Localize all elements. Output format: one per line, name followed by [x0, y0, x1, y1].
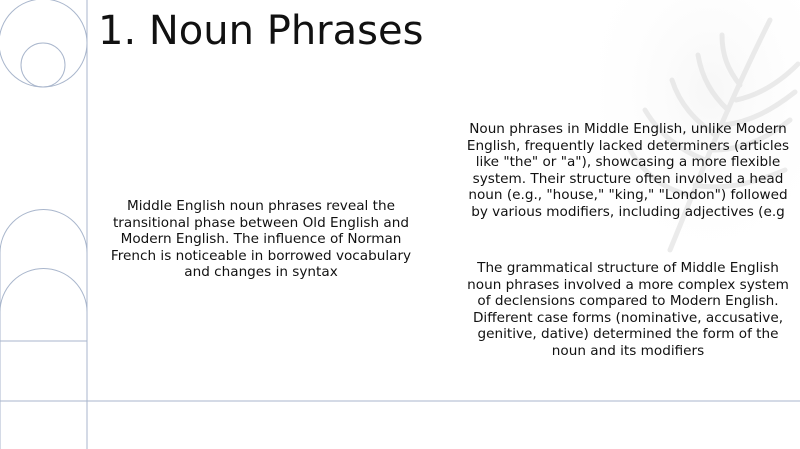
left-paragraph: Middle English noun phrases reveal the transitional phase between Old English and Modern English. The influence of Norman French is noticeable in borrowed vocabulary and changes in syntax [110, 198, 412, 280]
lower-arch-outline [0, 269, 87, 313]
slide-title: 1. Noun Phrases [98, 8, 424, 54]
right-paragraph-1: Noun phrases in Middle English, unlike Modern English, frequently lacked determiners (articles like "the" or "a"), showcasing a more flexible system. Their structure often involved a head noun (e.g., "house," "king," "London") followed by various modifiers, including adjectives (e.g [466, 121, 790, 220]
right-paragraph-2: The grammatical structure of Middle English noun phrases involved a more complex system of declensions compared to Modern English. Different case forms (nominative, accusative, genitive, dative) determined the form of the noun and its modifiers [467, 260, 789, 359]
upper-arch-outline [0, 210, 87, 449]
small-circle-outline [21, 43, 65, 87]
